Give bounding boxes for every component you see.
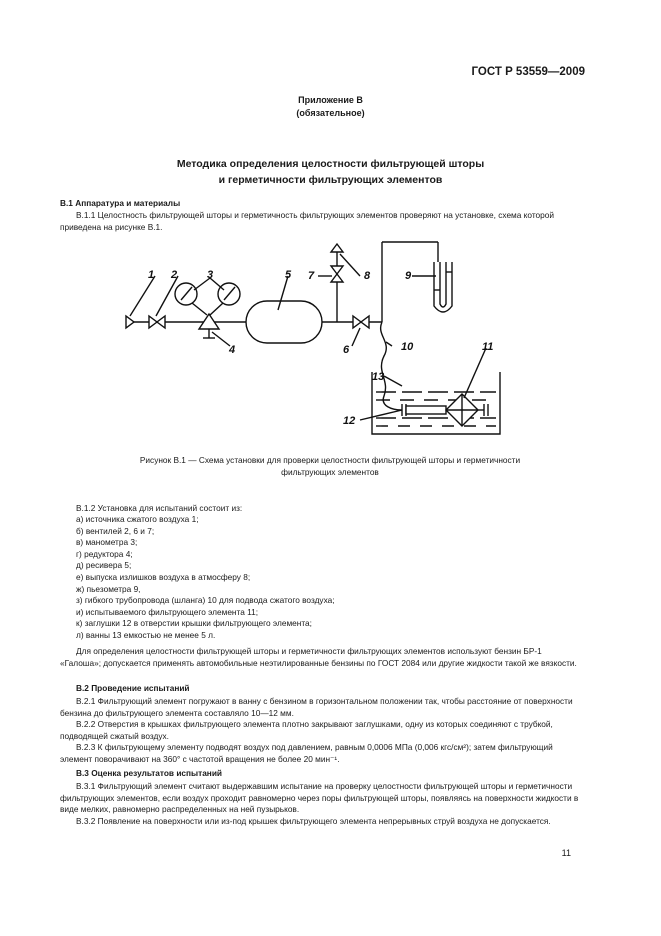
label-9: 9 <box>405 270 412 282</box>
page-number: 11 <box>561 848 571 858</box>
title-line-2: и герметичности фильтрующих элементов <box>218 174 443 186</box>
list-item: и) испытываемого фильтрующего элемента 11; <box>76 606 259 617</box>
section-b2-p1: В.2.1 Фильтрующий элемент погружают в ванну с бензином в горизонтальном положении так, чтобы расстояние от поверхности бензина до фильтрующего элемента составляло 10—12 мм. <box>60 696 573 718</box>
list-item: б) вентилей 2, 6 и 7; <box>76 525 155 536</box>
label-8: 8 <box>364 270 371 282</box>
appendix-title: Приложение В <box>298 95 363 105</box>
test-setup-diagram <box>0 0 661 450</box>
standard-header: ГОСТ Р 53559—2009 <box>471 66 585 78</box>
section-b2-p2: В.2.2 Отверстия в крышках фильтрующего элемента плотно закрывают заглушками, одну из которых соединяют с трубкой, подводящей сжатый воздух. <box>60 719 553 741</box>
label-6: 6 <box>343 344 350 356</box>
label-5: 5 <box>285 269 292 281</box>
setup-list <box>76 514 584 642</box>
list-item: д) ресивера 5; <box>76 560 132 571</box>
section-b3-p2: В.3.2 Появление на поверхности или из-под крышек фильтрующего элемента непрерывных струй воздуха не допускается. <box>76 816 551 826</box>
section-b3-heading: В.3 Оценка результатов испытаний <box>76 768 223 778</box>
label-13: 13 <box>372 371 385 383</box>
list-item: а) источника сжатого воздуха 1; <box>76 514 199 524</box>
section-b3-p1: В.3.1 Фильтрующий элемент считают выдержавшим испытание на проверку целостности фильтрующей шторы и герметичности фильтрующих элементов, если воздух проходит равномерно через поры фильтрующей шторы, появляясь на поверхности жидкости в виде мелких, равномерно распределенных на ней пузырьков. <box>60 781 579 815</box>
setup-intro: В.1.2 Установка для испытаний состоит из: <box>76 503 243 513</box>
label-7: 7 <box>308 270 315 282</box>
list-item: г) редуктора 4; <box>76 548 133 559</box>
list-item: ж) пьезометра 9, <box>76 583 141 594</box>
list-item: к) заглушки 12 в отверстии крышки фильтрующего элемента; <box>76 618 312 629</box>
appendix-status: (обязательное) <box>296 108 365 118</box>
label-12: 12 <box>343 415 356 427</box>
label-10: 10 <box>401 341 414 353</box>
caption-line-1: Рисунок В.1 — Схема установки для проверки целостности фильтрующей шторы и герметичности <box>139 455 521 465</box>
label-4: 4 <box>229 344 236 356</box>
list-item: з) гибкого трубопровода (шланга) 10 для подвода сжатого воздуха; <box>76 595 335 606</box>
list-item: в) манометра 3; <box>76 537 138 548</box>
title-line-1: Методика определения целостности фильтрующей шторы <box>176 158 485 170</box>
list-item: л) ванны 13 емкостью не менее 5 л. <box>76 629 216 640</box>
label-11: 11 <box>482 341 494 353</box>
section-b1-heading: В.1 Аппаратура и материалы <box>60 198 181 208</box>
caption-line-2: фильтрующих элементов <box>281 467 379 477</box>
label-3: 3 <box>207 269 214 281</box>
section-b2-heading: В.2 Проведение испытаний <box>76 683 190 693</box>
label-2: 2 <box>171 269 178 281</box>
section-b2-p3: В.2.3 К фильтрующему элементу подводят воздух под давлением, равным 0,0006 МПа (0,006 кгс/см²); затем фильтрующий элемент поворачивают на 360° с частотой вращения не более 20 мин⁻¹. <box>60 742 553 764</box>
list-item: е) выпуска излишков воздуха в атмосферу 8; <box>76 571 251 582</box>
section-b1-paragraph: В.1.1 Целостность фильтрующей шторы и герметичность фильтрующих элементов проверяют на установке, схема которой приведена на рисунке В.1. <box>60 210 555 232</box>
fluid-note: Для определения целостности фильтрующей шторы и герметичности фильтрующих элементов используют бензин БР-1 «Галоша»; допускается применять автомобильные неэтилированные бензины по ГОСТ 2084 или другие жидкости такой же вязкости. <box>60 646 577 668</box>
label-1: 1 <box>148 269 155 281</box>
figure-caption <box>80 454 580 478</box>
